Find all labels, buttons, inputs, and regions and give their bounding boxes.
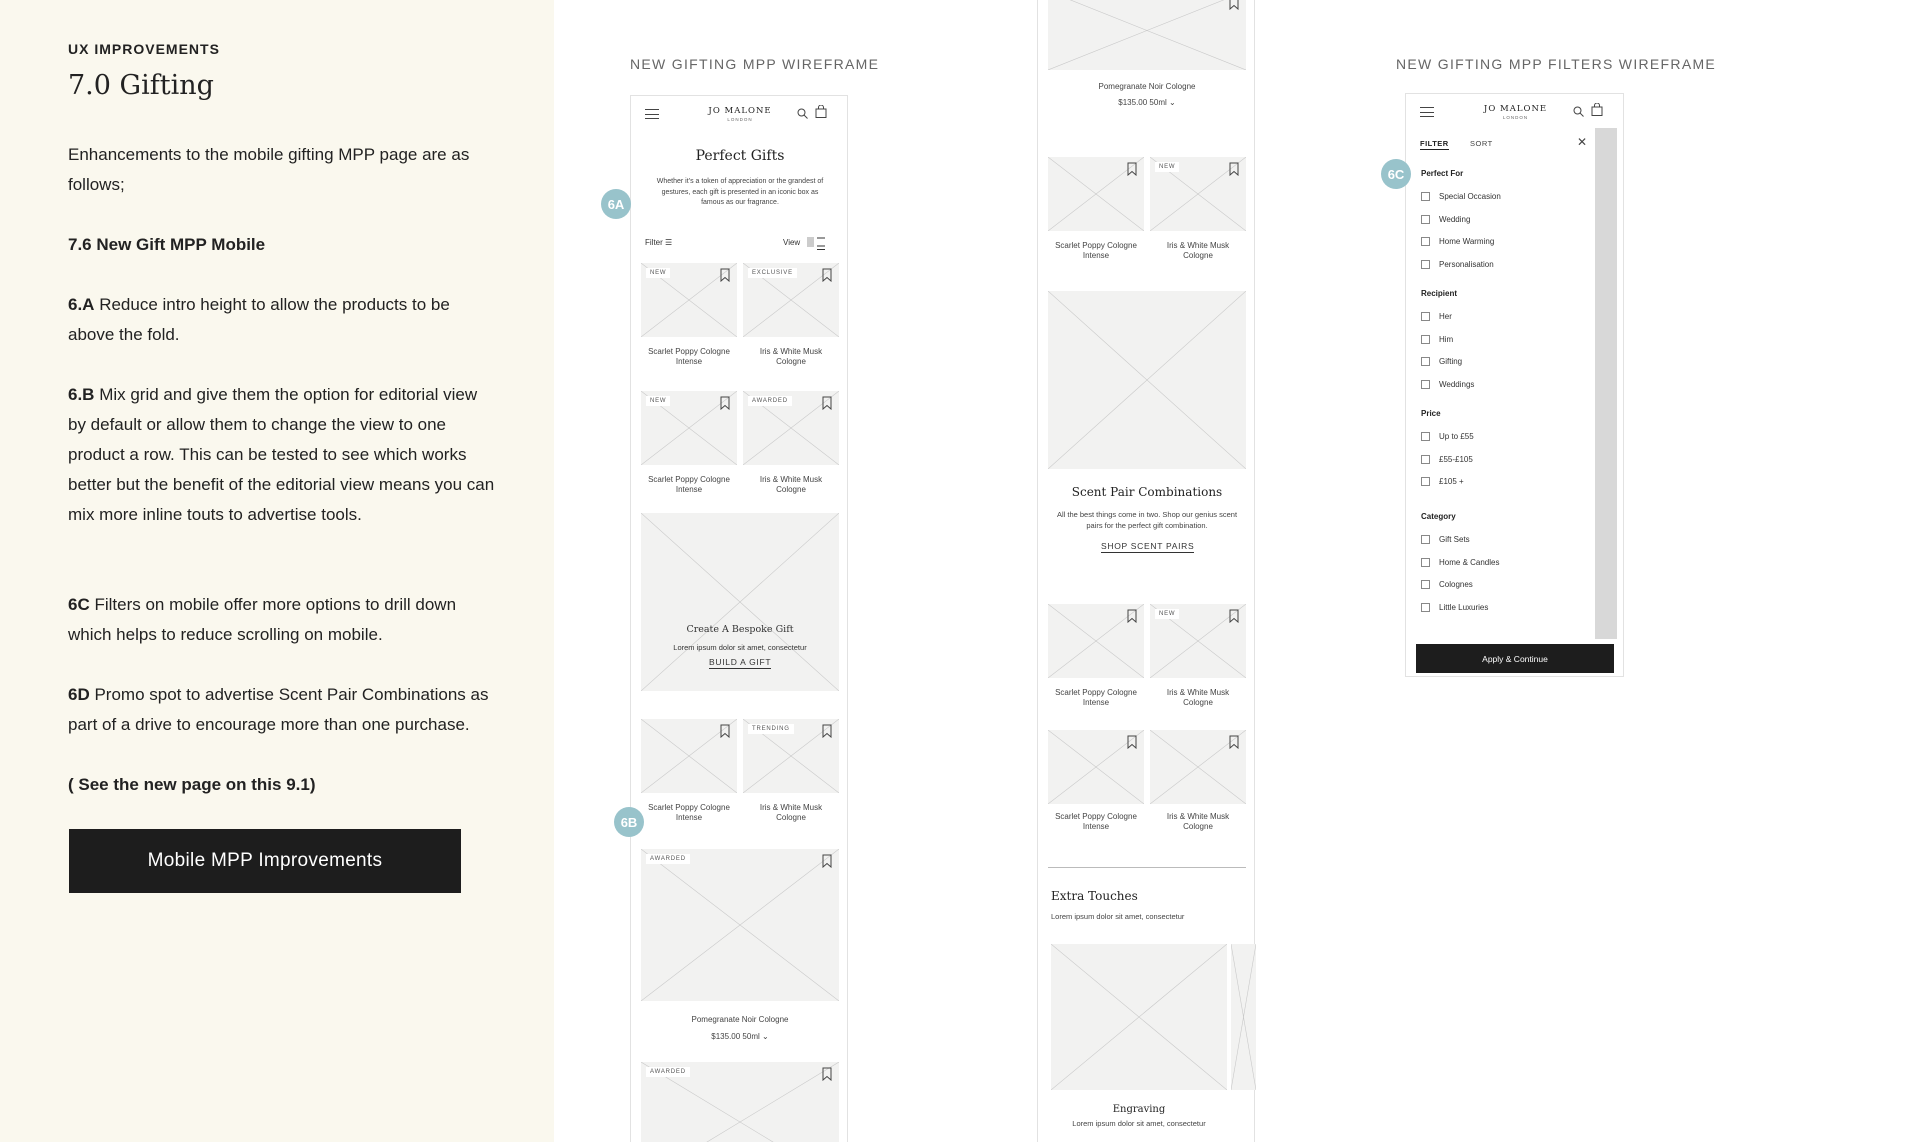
product-price[interactable]: $135.00 50ml ⌄ <box>711 1032 769 1041</box>
filter-option-label[interactable]: Gift Sets <box>1439 535 1470 544</box>
bespoke-text: Lorem ipsum dolor sit amet, consectetur <box>673 643 807 652</box>
bookmark-icon[interactable] <box>822 724 832 738</box>
bespoke-gift-tout[interactable] <box>641 513 839 691</box>
product-image[interactable] <box>1150 604 1246 678</box>
tab-filter[interactable]: FILTER <box>1420 139 1449 148</box>
bookmark-icon[interactable] <box>720 268 730 282</box>
filter-option-label[interactable]: Home Warming <box>1439 237 1495 246</box>
filter-checkbox[interactable] <box>1421 455 1430 464</box>
product-image-large[interactable] <box>641 1062 839 1142</box>
filter-checkbox[interactable] <box>1421 380 1430 389</box>
item-6d: 6D Promo spot to advertise Scent Pair Combinations as part of a drive to encourage more than one purchase. <box>68 685 489 734</box>
search-icon[interactable] <box>1573 106 1584 118</box>
filter-option-label[interactable]: Colognes <box>1439 580 1473 589</box>
awarded-badge: AWARDED <box>646 854 690 864</box>
product-name[interactable]: Scarlet Poppy Cologne Intense <box>1055 688 1137 707</box>
product-name[interactable]: Pomegranate Noir Cologne <box>691 1015 789 1024</box>
image-placeholder-cross <box>641 849 839 1001</box>
filter-checkbox[interactable] <box>1421 432 1430 441</box>
wireframe-intro: Whether it’s a token of appreciation or the grandest of gestures, each gift is presented in an iconic box as famous as our fragrance. <box>656 178 824 206</box>
new-badge: NEW <box>646 268 670 278</box>
bookmark-icon[interactable] <box>822 1067 832 1081</box>
extra-touches-title: Extra Touches <box>1051 889 1138 903</box>
bag-icon[interactable] <box>815 105 827 118</box>
product-price[interactable]: $135.00 50ml ⌄ <box>1118 98 1176 107</box>
extra-touches-text: Lorem ipsum dolor sit amet, consectetur <box>1051 912 1185 921</box>
chevron-down-icon: ⌄ <box>1169 98 1176 107</box>
product-name[interactable]: Scarlet Poppy Cologne Intense <box>1055 241 1137 260</box>
product-name[interactable]: Iris & White Musk Cologne <box>759 347 823 366</box>
bookmark-icon[interactable] <box>1127 162 1137 176</box>
wireframe-title: Perfect Gifts <box>695 148 785 164</box>
filter-checkbox[interactable] <box>1421 580 1430 589</box>
single-view-icon[interactable] <box>807 237 814 247</box>
filter-option-label[interactable]: £55-£105 <box>1439 454 1473 464</box>
bookmark-icon[interactable] <box>1229 162 1239 176</box>
brand-sub: LONDON <box>1502 115 1529 120</box>
filter-checkbox[interactable] <box>1421 312 1430 321</box>
filter-option-label[interactable]: Up to £55 <box>1439 432 1474 441</box>
filter-checkbox[interactable] <box>1421 357 1430 366</box>
bookmark-icon[interactable] <box>822 268 832 282</box>
new-badge: NEW <box>1155 162 1179 172</box>
filter-option-label[interactable]: £105 + <box>1439 477 1464 486</box>
product-name[interactable]: Scarlet Poppy Cologne Intense <box>1055 812 1137 831</box>
engraving-title: Engraving <box>1112 1104 1166 1115</box>
image-placeholder-cross <box>1048 0 1246 70</box>
apply-continue-button[interactable]: Apply & Continue <box>1416 644 1614 673</box>
item-6b: 6.B Mix grid and give them the option for editorial view by default or allow them to change the view to one product a row. This can be tested to see which works better but the benefit of the editorial view means you can mix more inline touts to advertise tools. <box>68 385 495 524</box>
filters-wireframe-heading: NEW GIFTING MPP FILTERS WIREFRAME <box>1396 56 1717 72</box>
view-label: View <box>783 238 801 247</box>
annotation-marker-6c: 6C <box>1381 159 1411 189</box>
tab-sort[interactable]: SORT <box>1470 139 1493 148</box>
filter-checkbox[interactable] <box>1421 215 1430 224</box>
product-image[interactable] <box>1048 157 1144 231</box>
product-image[interactable] <box>743 719 839 793</box>
product-image[interactable] <box>743 263 839 337</box>
bookmark-icon[interactable] <box>822 396 832 410</box>
filter-button[interactable]: Filter ☰ <box>645 238 673 247</box>
filter-group-title: Price <box>1421 409 1441 418</box>
trending-badge: TRENDING <box>748 724 794 734</box>
mobile-mpp-improvements-button[interactable]: Mobile MPP Improvements <box>69 829 461 893</box>
brand-sub: LONDON <box>727 117 753 122</box>
image-placeholder-cross <box>1048 291 1246 469</box>
filter-option-label[interactable]: Wedding <box>1439 214 1471 224</box>
filter-group-title: Recipient <box>1421 289 1458 298</box>
product-image[interactable] <box>1150 157 1246 231</box>
filter-checkbox[interactable] <box>1421 558 1430 567</box>
kicker: UX IMPROVEMENTS <box>68 41 220 57</box>
bookmark-icon[interactable] <box>822 854 832 868</box>
build-a-gift-link[interactable]: BUILD A GIFT <box>709 657 772 667</box>
bookmark-icon[interactable] <box>1229 735 1239 749</box>
overlay-scrim <box>1595 128 1617 639</box>
bag-icon[interactable] <box>1591 103 1603 116</box>
filter-option-label[interactable]: Home & Candles <box>1439 557 1500 567</box>
product-image[interactable] <box>641 719 737 793</box>
filter-group-title: Perfect For <box>1421 169 1464 178</box>
filter-checkbox[interactable] <box>1421 335 1430 344</box>
filter-group-title: Category <box>1421 512 1456 521</box>
bookmark-icon[interactable] <box>720 724 730 738</box>
product-name[interactable]: Scarlet Poppy Cologne Intense <box>648 803 730 822</box>
new-badge: NEW <box>646 396 670 406</box>
awarded-badge: AWARDED <box>748 396 792 406</box>
close-icon[interactable]: ✕ <box>1577 135 1588 149</box>
section-divider <box>1048 867 1246 868</box>
filter-option-label[interactable]: Little Luxuries <box>1439 602 1489 612</box>
product-image[interactable] <box>1150 730 1246 804</box>
bookmark-icon[interactable] <box>1229 0 1239 10</box>
annotation-marker-6a: 6A <box>601 189 631 219</box>
filter-option-label[interactable]: Him <box>1439 334 1454 344</box>
wireframe-mpp-continued <box>1037 0 1255 1142</box>
bookmark-icon[interactable] <box>1229 609 1239 623</box>
product-image[interactable] <box>641 263 737 337</box>
filter-option-label[interactable]: Gifting <box>1439 357 1463 366</box>
filter-checkbox[interactable] <box>1421 477 1430 486</box>
annotation-marker-6b: 6B <box>614 807 644 837</box>
filter-checkbox[interactable] <box>1421 260 1430 269</box>
bespoke-title: Create A Bespoke Gift <box>686 624 794 635</box>
bookmark-icon[interactable] <box>1127 735 1137 749</box>
grid-view-icon[interactable] <box>817 237 825 247</box>
product-name[interactable]: Iris & White Musk Cologne <box>1166 812 1230 831</box>
product-name[interactable]: Pomegranate Noir Cologne <box>1098 82 1196 91</box>
product-image[interactable] <box>743 391 839 465</box>
intro-text: Enhancements to the mobile gifting MPP page are as follows; <box>68 145 470 194</box>
filter-lines-icon: ☰ <box>665 238 673 247</box>
wireframe-heading: NEW GIFTING MPP WIREFRAME <box>630 56 880 72</box>
filter-option-label[interactable]: Weddings <box>1439 379 1475 389</box>
product-name[interactable]: Scarlet Poppy Cologne Intense <box>648 347 730 366</box>
product-name[interactable]: Scarlet Poppy Cologne Intense <box>648 475 730 494</box>
filter-checkbox[interactable] <box>1421 603 1430 612</box>
filter-checkbox[interactable] <box>1421 192 1430 201</box>
product-name[interactable]: Iris & White Musk Cologne <box>759 475 823 494</box>
awarded-badge: AWARDED <box>646 1067 690 1077</box>
product-image[interactable] <box>1048 730 1144 804</box>
page-title: 7.0 Gifting <box>68 70 214 101</box>
left-panel <box>0 0 554 1142</box>
engraving-text: Lorem ipsum dolor sit amet, consectetur <box>1072 1119 1206 1128</box>
product-image[interactable] <box>1048 604 1144 678</box>
image-placeholder-cross <box>1051 944 1227 1090</box>
product-image-large[interactable] <box>641 849 839 1001</box>
search-icon[interactable] <box>797 108 808 120</box>
item-6a: 6.A Reduce intro height to allow the products to be above the fold. <box>68 295 450 344</box>
shop-scent-pairs-link[interactable]: SHOP SCENT PAIRS <box>1101 541 1195 551</box>
carousel-next-image[interactable] <box>1231 944 1256 1090</box>
filter-checkbox[interactable] <box>1421 535 1430 544</box>
item-6c: 6C Filters on mobile offer more options to drill down which helps to reduce scrolling on mobile. <box>68 595 457 644</box>
bookmark-icon[interactable] <box>720 396 730 410</box>
brand-logo: JO MALONE <box>1483 104 1548 114</box>
filter-checkbox[interactable] <box>1421 237 1430 246</box>
product-name[interactable]: Iris & White Musk Cologne <box>1166 241 1230 260</box>
scent-pair-image[interactable] <box>1048 291 1246 469</box>
scent-pair-title: Scent Pair Combinations <box>1071 485 1223 499</box>
bookmark-icon[interactable] <box>1127 609 1137 623</box>
wireframe-mpp <box>630 95 848 1142</box>
product-name[interactable]: Iris & White Musk Cologne <box>759 803 823 822</box>
product-image-large[interactable] <box>1048 0 1246 70</box>
filter-option-label[interactable]: Personalisation <box>1439 259 1494 269</box>
product-image[interactable] <box>641 391 737 465</box>
filter-option-label[interactable]: Her <box>1439 312 1452 321</box>
scent-pair-text: All the best things come in two. Shop our genius scent pairs for the perfect gift combination. <box>1056 510 1238 530</box>
wireframe-filters <box>1405 93 1624 677</box>
product-name[interactable]: Iris & White Musk Cologne <box>1166 688 1230 707</box>
section-heading: 7.6 New Gift MPP Mobile <box>68 235 266 254</box>
filter-option-label[interactable]: Special Occasion <box>1439 192 1501 201</box>
brand-logo: JO MALONE <box>708 106 772 116</box>
exclusive-badge: EXCLUSIVE <box>748 268 797 278</box>
chevron-down-icon: ⌄ <box>762 1032 769 1041</box>
engraving-image[interactable] <box>1051 944 1227 1090</box>
see-note: ( See the new page on this 9.1) <box>68 775 316 794</box>
image-placeholder-cross <box>1231 944 1256 1090</box>
new-badge: NEW <box>1155 609 1179 619</box>
view-active-underline <box>817 249 825 250</box>
